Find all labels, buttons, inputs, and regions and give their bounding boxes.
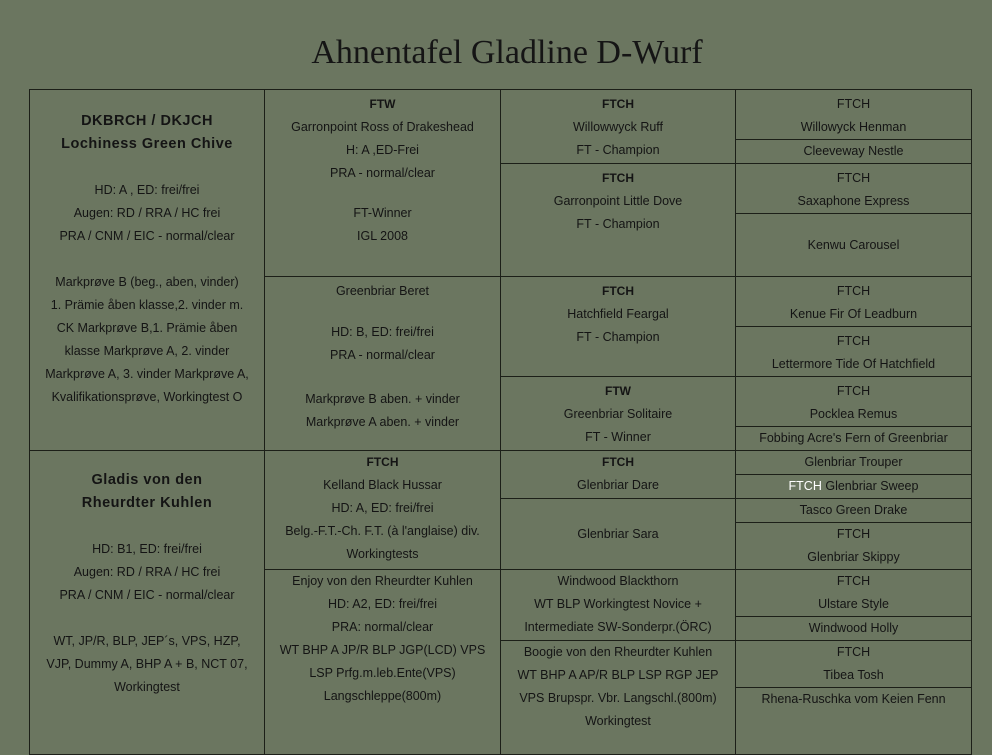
info-line: H: A ,ED-Frei: [346, 143, 419, 157]
info-line: Workingtests: [346, 547, 419, 561]
dog-name: Ulstare Style: [818, 597, 889, 611]
dog-name: Cleeveway Nestle: [803, 144, 904, 158]
info-line: FT - Champion: [576, 143, 660, 157]
sire-health-line: PRA / CNM / EIC - normal/clear: [59, 229, 235, 243]
dog-name: Willowyck Henman: [800, 120, 907, 134]
ancestor-a6: [736, 327, 972, 377]
title-badge: FTCH: [602, 455, 634, 469]
dss-cell: [501, 451, 736, 499]
info-line: WT BLP Workingtest Novice +: [534, 597, 702, 611]
dog-name: Garronpoint Little Dove: [553, 194, 683, 208]
title-badge: FTCH: [836, 97, 871, 111]
sire-title: DKBRCH / DKJCH: [81, 113, 213, 129]
dog-name: Windwood Blackthorn: [557, 574, 679, 588]
info-line: Belg.-F.T.-Ch. F.T. (à l'anglaise) div.: [285, 524, 480, 538]
ancestor-a4: [736, 214, 972, 277]
title-badge: FTCH: [836, 171, 871, 185]
info-line: LSP Prfg.m.leb.Ente(VPS): [309, 666, 456, 680]
sire-achievement-line: Kvalifikationsprøve, Workingtest O: [51, 390, 243, 404]
dam-health-line: PRA / CNM / EIC - normal/clear: [59, 588, 235, 602]
info-line: PRA: normal/clear: [331, 620, 434, 634]
info-line: PRA - normal/clear: [330, 166, 435, 180]
sire-achievement-line: CK Markprøve B,1. Prämie åben: [56, 321, 238, 335]
sire-achievement-line: klasse Markprøve A, 2. vinder: [64, 344, 230, 358]
ancestor-b2: [736, 475, 972, 499]
dog-name: Glenbriar Dare: [577, 478, 659, 492]
dog-name: Kenue Fir Of Leadburn: [789, 307, 918, 321]
sire-sire-cell: [265, 90, 501, 277]
info-line: Markprøve B aben. + vinder: [305, 392, 460, 406]
ancestor-b1: [736, 451, 972, 475]
ancestor-a8: [736, 427, 972, 451]
dog-name: Glenbriar Sara: [577, 526, 659, 541]
dam-achievement-line: Workingtest: [114, 680, 180, 694]
dog-name: Hatchfield Feargal: [567, 307, 669, 321]
sire-health-line: Augen: RD / RRA / HC frei: [73, 206, 221, 220]
title-badge: FTCH: [366, 455, 399, 469]
dog-name: Saxaphone Express: [797, 194, 910, 208]
dds-cell: [501, 570, 736, 641]
dam-name: Rheurdter Kuhlen: [81, 495, 213, 511]
info-line: HD: A2, ED: frei/frei: [327, 597, 438, 611]
dog-name: Greenbriar Solitaire: [563, 407, 673, 421]
dog-name: Lettermore Tide Of Hatchfield: [771, 357, 936, 371]
pedigree-table: [29, 89, 972, 755]
ddd-cell: [501, 641, 736, 755]
dog-name: Fobbing Acre's Fern of Greenbriar: [759, 431, 948, 445]
info-line: HD: B, ED: frei/frei: [331, 325, 434, 339]
dam-achievement-line: VJP, Dummy A, BHP A + B, NCT 07,: [46, 657, 248, 671]
info-line: FT - Winner: [585, 430, 651, 444]
dog-name: Glenbriar Skippy: [807, 550, 900, 564]
dam-name: Gladis von den: [91, 472, 203, 488]
info-line: PRA - normal/clear: [330, 348, 435, 362]
info-line: Workingtest: [585, 714, 651, 728]
sss-cell: [501, 90, 736, 164]
info-line: FT - Champion: [576, 217, 660, 231]
dog-name: Kenwu Carousel: [807, 237, 900, 252]
dog-name: Boogie von den Rheurdter Kuhlen: [523, 645, 713, 659]
info-line: Intermediate SW-Sonderpr.(ÖRC): [524, 620, 712, 634]
title-badge: FTCH: [602, 171, 634, 185]
title-badge: FTW: [605, 384, 631, 398]
info-line: Langschleppe(800m): [323, 689, 442, 703]
ancestor-b4: [736, 523, 972, 570]
dsd-cell: [501, 499, 736, 570]
ancestor-b7: [736, 641, 972, 688]
info-line: WT BHP A JP/R BLP JGP(LCD) VPS: [279, 643, 486, 657]
dog-name: Rhena-Ruschka vom Keien Fenn: [761, 692, 946, 706]
sire-health-line: HD: A , ED: frei/frei: [94, 183, 200, 197]
ancestor-b3: [736, 499, 972, 523]
dam-health-line: Augen: RD / RRA / HC frei: [73, 565, 221, 579]
dog-name: Glenbriar Sweep: [825, 479, 919, 493]
title-badge: FTCH: [602, 284, 634, 298]
dog-name: Glenbriar Trouper: [804, 455, 903, 469]
title-badge: FTCH: [836, 384, 871, 398]
sds-cell: [501, 277, 736, 377]
dog-name: Enjoy von den Rheurdter Kuhlen: [292, 574, 473, 588]
ssd-cell: [501, 164, 736, 277]
dog-name: Pocklea Remus: [809, 407, 898, 421]
ancestor-a3: [736, 164, 972, 214]
title-badge: FTW: [369, 97, 396, 111]
title-badge: FTCH: [788, 479, 822, 493]
sdd-cell: [501, 377, 736, 451]
sire-achievement-line: 1. Prämie åben klasse,2. vinder m.: [50, 298, 244, 312]
title-badge: FTCH: [602, 97, 634, 111]
sire-achievement-line: Markprøve B (beg., aben, vinder): [55, 275, 239, 289]
info-line: HD: A, ED: frei/frei: [331, 501, 434, 515]
info-line: IGL 2008: [357, 229, 408, 243]
ancestor-a2: [736, 140, 972, 164]
ancestor-a1: [736, 90, 972, 140]
dog-name: Tasco Green Drake: [799, 503, 908, 517]
dog-name: Kelland Black Hussar: [323, 478, 442, 492]
ancestor-b6: [736, 617, 972, 641]
title-badge: FTCH: [836, 284, 871, 298]
dog-name: Willowwyck Ruff: [572, 120, 664, 134]
info-line: Markprøve A aben. + vinder: [305, 415, 460, 429]
dam-achievement-line: WT, JP/R, BLP, JEP´s, VPS, HZP,: [53, 634, 241, 648]
sire-achievement-line: Markprøve A, 3. vinder Markprøve A,: [45, 367, 249, 381]
title-badge: FTCH: [836, 574, 871, 588]
sire-name: Lochiness Green Chive: [61, 136, 233, 152]
ancestor-b8: [736, 688, 972, 755]
ancestor-a7: [736, 377, 972, 427]
info-line: VPS Brupspr. Vbr. Langschl.(800m): [519, 691, 717, 705]
dog-name: Garronpoint Ross of Drakeshead: [291, 120, 474, 134]
info-line: WT BHP A AP/R BLP LSP RGP JEP: [517, 668, 719, 682]
ancestor-a5: [736, 277, 972, 327]
dog-name: Windwood Holly: [808, 621, 899, 635]
dam-sire-cell: [265, 451, 501, 570]
title-badge: FTCH: [836, 527, 871, 541]
sire-dam-cell: [265, 277, 501, 451]
ancestor-b5: [736, 570, 972, 617]
page-title: Ahnentafel Gladline D-Wurf: [311, 34, 703, 71]
dog-name: Tibea Tosh: [823, 668, 884, 682]
info-line: FT - Champion: [576, 330, 660, 344]
title-badge: FTCH: [836, 334, 871, 348]
dam-dam-cell: [265, 570, 501, 755]
dam-cell: [30, 451, 265, 755]
sire-cell: [30, 90, 265, 451]
dog-name: Greenbriar Beret: [335, 284, 430, 298]
info-line: FT-Winner: [353, 206, 412, 220]
dam-health-line: HD: B1, ED: frei/frei: [92, 542, 202, 556]
title-badge: FTCH: [836, 645, 871, 659]
